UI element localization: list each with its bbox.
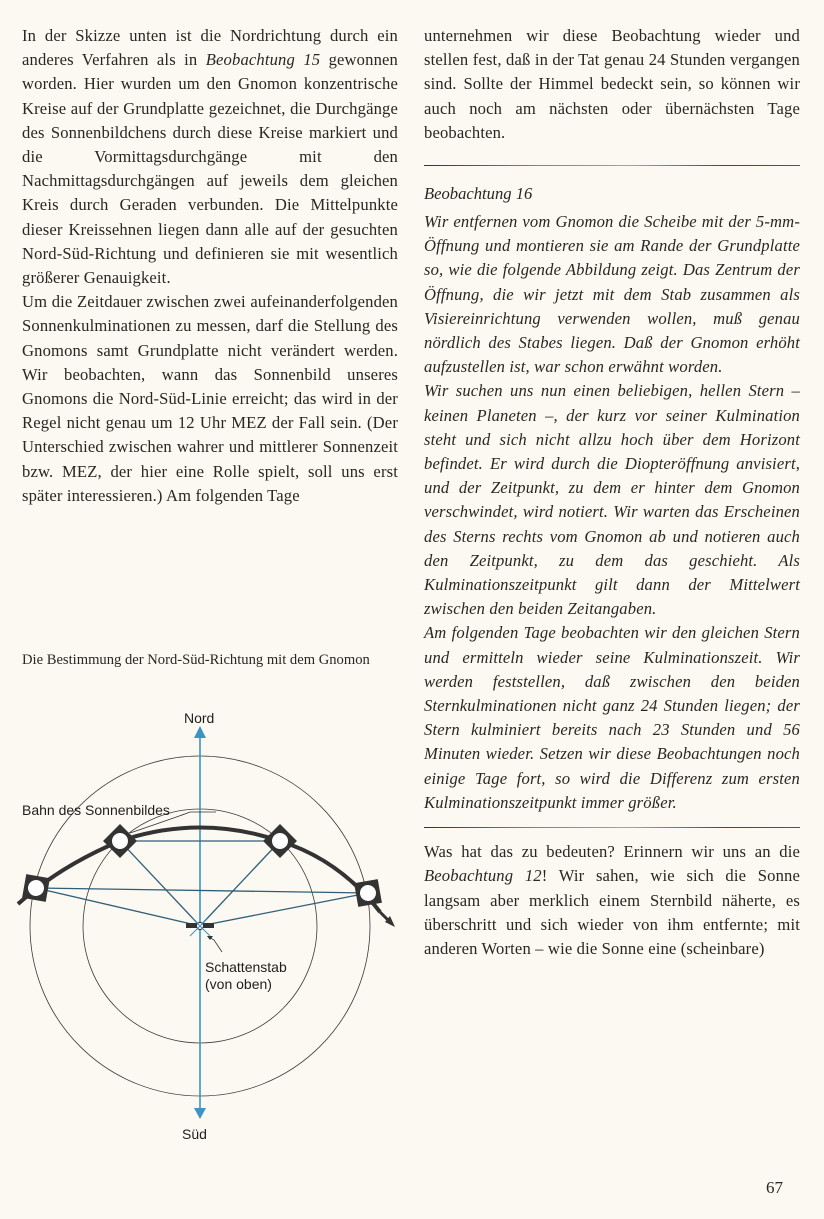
ray: [120, 841, 200, 926]
gnomon-diagram: [0, 700, 412, 1150]
text-span: In der Skizze unten ist die Nordrichtung durch ein anderes Verfahren als in: [22, 26, 398, 70]
north-arrowhead: [194, 726, 206, 738]
shadow-rod-sublabel: (von oben): [205, 976, 272, 992]
sun-marker: [22, 874, 50, 902]
south-arrowhead: [194, 1108, 206, 1119]
observation-paragraph: Am folgenden Tage beobachten wir den gleichen Stern und ermitteln wieder seine Kulminationszeit. Wir werden feststellen, daß zwischen den beiden Sternkulminationen nicht ganz 24 Stunden liegen; der Stern kulminiert bereits nach 23 Stunden und 56 Minuten wieder. Setzen wir diese Beobachtungen noch einige Tage fort, so wird die Differenz zum ersten Kulminationszeitpunkt immer größer.: [424, 623, 800, 812]
right-column: [424, 24, 800, 961]
north-label: Nord: [184, 710, 215, 726]
section-divider: [424, 165, 800, 166]
continuation-paragraph: unternehmen wir diese Beobachtung wieder und stellen fest, daß in der Tat genau 24 Stunden vergangen sind. Sollte der Himmel bedeckt sein, so können wir auch noch am nächsten oder übernächsten Tage beobachten.: [424, 26, 800, 142]
observation-paragraph: Wir suchen uns nun einen beliebigen, hellen Stern – keinen Planeten –, der kurz vor seiner Kulmination steht und sich nicht allzu hoch über dem Horizont befindet. Er wird durch die Diopteröffnung anvisiert, und der Zeitpunkt, zu dem er hinter dem Gnomon verschwindet, wird notiert. Wir warten das Erscheinen des Sterns rechts vom Gnomon ab und notieren auch den Zeitpunkt, zu dem das geschieht. Als Kulminationszeitpunkt gilt dann der Mittelwert zwischen den beiden Zeitangaben.: [424, 381, 800, 619]
observation-paragraph: Wir entfernen vom Gnomon die Scheibe mit der 5-mm-Öffnung und montieren sie am Rande der Grundplatte so, wie die folgende Abbildung zeigt. Das Zentrum der Öffnung, die wir jetzt mit dem Stab zusammen als Visiereinrichtung verwenden wollen, muß genau nördlich des Stabes liegen. Daß der Gnomon erhöht aufzustellen ist, war schon erwähnt worden.: [424, 212, 800, 377]
closing-paragraph: [424, 840, 800, 961]
left-column: [22, 24, 398, 508]
sun-path-label: Bahn des Sonnenbildes: [22, 802, 170, 818]
diagram-svg: [0, 700, 412, 1150]
ray: [36, 888, 200, 926]
section-divider: [424, 827, 800, 828]
shadow-rod-label: Schattenstab: [205, 959, 287, 975]
sun-path: [18, 828, 380, 913]
ray: [200, 893, 368, 926]
text-span: ! Wir sahen, wie sich die Sonne langsam aber merklich einem Sternbild näherte, es überschritt und sich wieder von ihm entfernte; mit anderen Worten – wie die Sonne eine (scheinbare): [424, 866, 800, 958]
south-label: Süd: [182, 1126, 207, 1142]
text-span: Was hat das zu bedeuten? Erinnern wir uns an die: [424, 842, 800, 862]
page-number: 67: [766, 1178, 783, 1197]
observation-reference: Beobachtung 12: [424, 866, 542, 886]
observation-reference: Beobachtung 15: [205, 50, 321, 70]
observation-title: Beobachtung 16: [424, 184, 533, 204]
shadow-rod-leader: [209, 937, 222, 952]
sun-marker: [354, 879, 382, 907]
culmination-paragraph: Um die Zeitdauer zwischen zwei aufeinanderfolgenden Sonnenkulminationen zu messen, darf die Stellung des Gnomons samt Grundplatte nicht verändert werden. Wir beobachten, wann das Sonnenbild unseres Gnomons die Nord-Süd-Linie erreicht; das wird in der Regel nicht genau um 12 Uhr MEZ der Fall sein. (Der Unterschied zwischen wahrer und mittlerer Sonnenzeit bzw. MEZ, der hier eine Rolle spielt, soll uns erst später interessieren.) Am folgenden Tage: [22, 292, 398, 505]
leader-arrow: [207, 936, 213, 940]
intro-paragraph: [22, 24, 398, 290]
figure-caption: Die Bestimmung der Nord-Süd-Richtung mit dem Gnomon: [22, 652, 370, 668]
observation-box: [424, 182, 800, 815]
outer-chord: [36, 888, 368, 893]
text-span: gewonnen worden. Hier wurden um den Gnomon konzentrische Kreise auf der Grundplatte gezeichnet, die Durchgänge des Sonnenbildchens durch diese Kreise markiert und die Vormittagsdurchgänge mit den Nachmittagsdurchgängen auf jeweils dem gleichen Kreis durch Geraden verbunden. Die Mittelpunkte dieser Kreissehnen liegen dann alle auf der gesuchten Nord-Süd-Richtung und definieren sie mit wesentlich größerer Genauigkeit.: [22, 50, 398, 288]
